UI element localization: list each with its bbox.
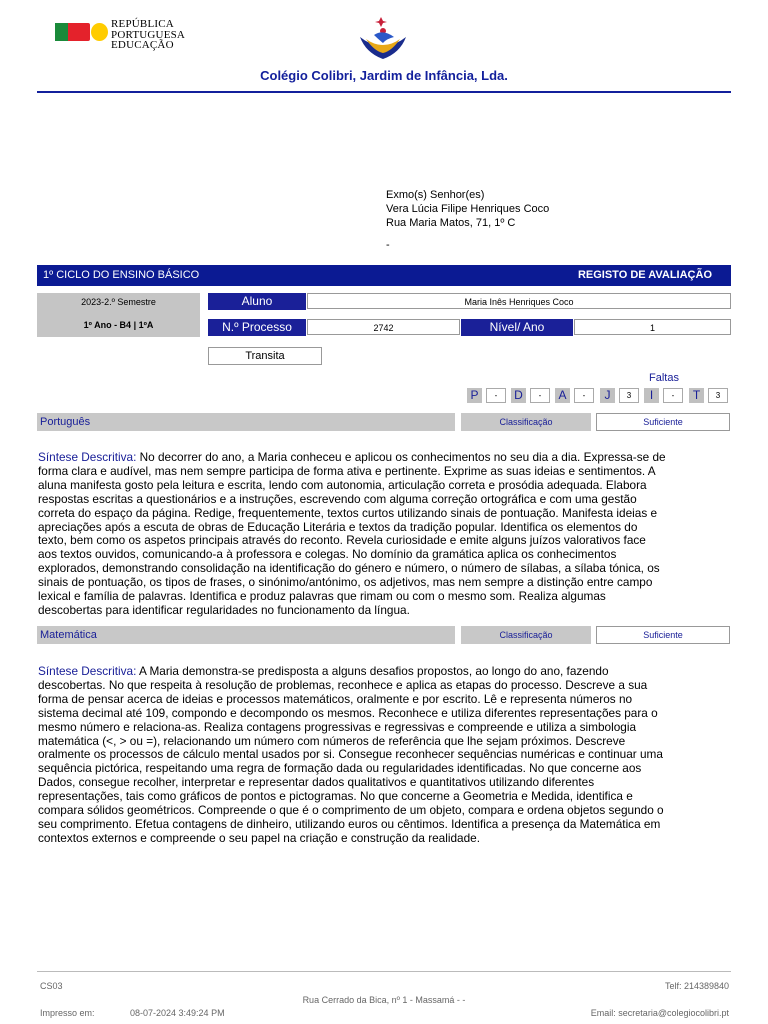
desc-line: forma de pensar acerca de ideias e processos matemáticos, oralmente e por escrito. Lê e representa números no — [38, 691, 633, 706]
classification-value: Suficiente — [596, 413, 730, 431]
faltas-letter: P — [467, 388, 482, 403]
class-label: 1º Ano - B4 | 1ºA — [83, 320, 154, 330]
flag-red-band — [68, 23, 90, 41]
desc-line: representações, tais como gráficos de pontos e pictogramas. No que concerne a Geometria e Medida, identifica e — [38, 789, 633, 804]
flag-sphere-icon — [91, 23, 108, 41]
faltas-letter: J — [600, 388, 615, 403]
recipient-address: Rua Maria Matos, 71, 1º C — [386, 217, 516, 229]
desc-line: aos textos ouvidos, comunicando-a à professora e colegas. No domínio da gramática aplica os conhecimentos — [38, 547, 617, 562]
faltas-title: Faltas — [649, 372, 679, 384]
recipient-name: Vera Lúcia Filipe Henriques Coco — [386, 203, 550, 215]
desc-line: sequência pictórica, respeitando uma regra de formação dada ou regularidades identificadas. No que concerne aos — [38, 761, 642, 776]
aluno-label: Aluno — [208, 293, 306, 310]
recipient-greeting: Exmo(s) Senhor(es) — [386, 189, 485, 201]
matematica-description — [38, 665, 731, 846]
processo-label: N.º Processo — [208, 319, 306, 336]
desc-line: mesmo número e relaciona-as. Realiza contagens progressivas e regressivas e compreende e utiliza a simbologia — [38, 719, 637, 734]
semester-label: 2023-2.º Semestre — [81, 297, 156, 307]
nivel-label: Nível/ Ano — [461, 319, 573, 336]
classification-label: Classificação — [461, 413, 591, 431]
hummingbird-logo-icon — [356, 15, 410, 65]
desc-line: forma clara e audível, mas nem sempre participa de forma ativa e pertinente. Exprime as suas ideias e sentimentos. A — [38, 463, 656, 478]
desc-line: Dados, consegue recolher, interpretar e representar dados qualitativos e quantitativos utilizando diferentes — [38, 775, 595, 790]
aluno-value: Maria Inês Henriques Coco — [307, 293, 731, 309]
desc-line: apreciações após a escuta de obras de Educação Literária e textos da tradição popular. Identifica os elementos do — [38, 519, 638, 534]
flag-green-band — [55, 23, 68, 41]
recipient-extra: - — [386, 239, 390, 251]
faltas-letter: I — [644, 388, 659, 403]
republic-line: EDUCAÇÃO — [111, 39, 174, 51]
desc-line: correta do espaço da página. Redige, frequentemente, textos curtos utilizando sinais de pontuação. Manifesta ideias e — [38, 505, 658, 520]
faltas-value: - — [530, 388, 550, 403]
footer-phone: Telf: 214389840 — [664, 981, 729, 991]
desc-line: aluna manifesta gosto pela leitura e escrita, lendo com autonomia, articulação correta e prosódia adequada. Elabora — [38, 477, 647, 492]
report-banner — [37, 265, 731, 286]
period-box — [37, 293, 200, 337]
desc-line: texto, bem como os aspetos principais através do reconto. Revela curiosidade e emite alguns juízos valorativos face — [38, 533, 646, 548]
classification-value: Suficiente — [596, 626, 730, 644]
desc-prefix: Síntese Descritiva: — [38, 450, 137, 464]
faltas-value: - — [663, 388, 683, 403]
republic-logo-text — [111, 19, 185, 51]
faltas-letter: A — [555, 388, 570, 403]
subject-name-matematica: Matemática — [37, 626, 455, 644]
portugues-description — [38, 451, 731, 618]
desc-line: respostas escritas a questionários e a instruções, escrevendo com alguma correção ortográfica e com uma gestão — [38, 491, 637, 506]
desc-line: explorados, demonstrando consolidação na identificação do género e número, o número de sílabas, a sílaba tónica, os — [38, 561, 660, 576]
desc-line: lexical e família de palavras. Identifica e produz palavras que rimam ou com o mesmo som. Realiza algumas — [38, 589, 606, 604]
footer-address: Rua Cerrado da Bica, nº 1 - Massamá - - — [302, 995, 466, 1005]
desc-prefix: Síntese Descritiva: — [38, 664, 137, 678]
footer-code: CS03 — [40, 981, 63, 991]
faltas-value: 3 — [619, 388, 639, 403]
desc-line: descobertas. No que respeita à resolução de problemas, reconhece e aplica as etapas do processo. Descreve a sua — [38, 677, 648, 692]
header-divider — [37, 91, 731, 93]
faltas-letter: T — [689, 388, 704, 403]
desc-line: sinais de pontuação, os tipos de frases, o sinónimo/antónimo, os adjetivos, mas nem sempre a distinção entre campo — [38, 575, 653, 590]
school-name: Colégio Colibri, Jardim de Infância, Lda. — [260, 68, 508, 83]
footer-email[interactable]: Email: secretaria@colegiocolibri.pt — [590, 1008, 729, 1018]
desc-line: A Maria demonstra-se predisposta a alguns desafios propostos, ao longo do ano, fazendo — [136, 664, 609, 678]
desc-line: No decorrer do ano, a Maria conheceu e aplicou os conhecimentos no seu dia a dia. Expressa-se de — [136, 450, 666, 464]
classification-label: Classificação — [461, 626, 591, 644]
processo-value: 2742 — [307, 319, 460, 335]
status-badge: Transita — [208, 347, 322, 365]
faltas-value: 3 — [708, 388, 728, 403]
republic-line: REPÚBLICA — [111, 18, 174, 30]
desc-line: contextos externos e compreende o seu papel na criação e construção da realidade. — [38, 830, 481, 845]
desc-line: oralmente os processos de cálculo mental usados por si. Consegue reconhecer sequências numéricas e continuar uma — [38, 747, 663, 762]
recipient-block — [386, 188, 549, 252]
desc-line: sistema decimal até 109, compondo e decompondo os mesmos. Reconhece e utiliza diferentes representações para o — [38, 705, 658, 720]
desc-line: seu comprimento. Efetua contagens de dinheiro, utilizando euros ou cêntimos. Identifica a presença da Matemática em — [38, 816, 661, 831]
desc-line: descobertas para identificar regularidades no funcionamento da língua. — [38, 602, 410, 617]
republic-line: PORTUGUESA — [111, 28, 186, 41]
desc-line: matemática (<, > ou =), relacionando um número com números de referência que lhe sejam próximos. Descreve — [38, 733, 626, 748]
report-title: REGISTO DE AVALIAÇÃO — [577, 269, 712, 281]
printed-value: 08-07-2024 3:49:24 PM — [130, 1008, 225, 1018]
printed-label: Impresso em: — [40, 1008, 95, 1018]
faltas-value: - — [486, 388, 506, 403]
cycle-label: 1º CICLO DO ENSINO BÁSICO — [43, 269, 200, 281]
nivel-value: 1 — [574, 319, 731, 335]
footer-divider — [37, 971, 731, 972]
faltas-letter: D — [511, 388, 526, 403]
subject-name-portugues: Português — [37, 413, 455, 431]
faltas-value: - — [574, 388, 594, 403]
desc-line: compara sólidos geométricos. Compreende o que é o comprimento de um objeto, compara e ordena objetos segundo o — [38, 803, 664, 818]
